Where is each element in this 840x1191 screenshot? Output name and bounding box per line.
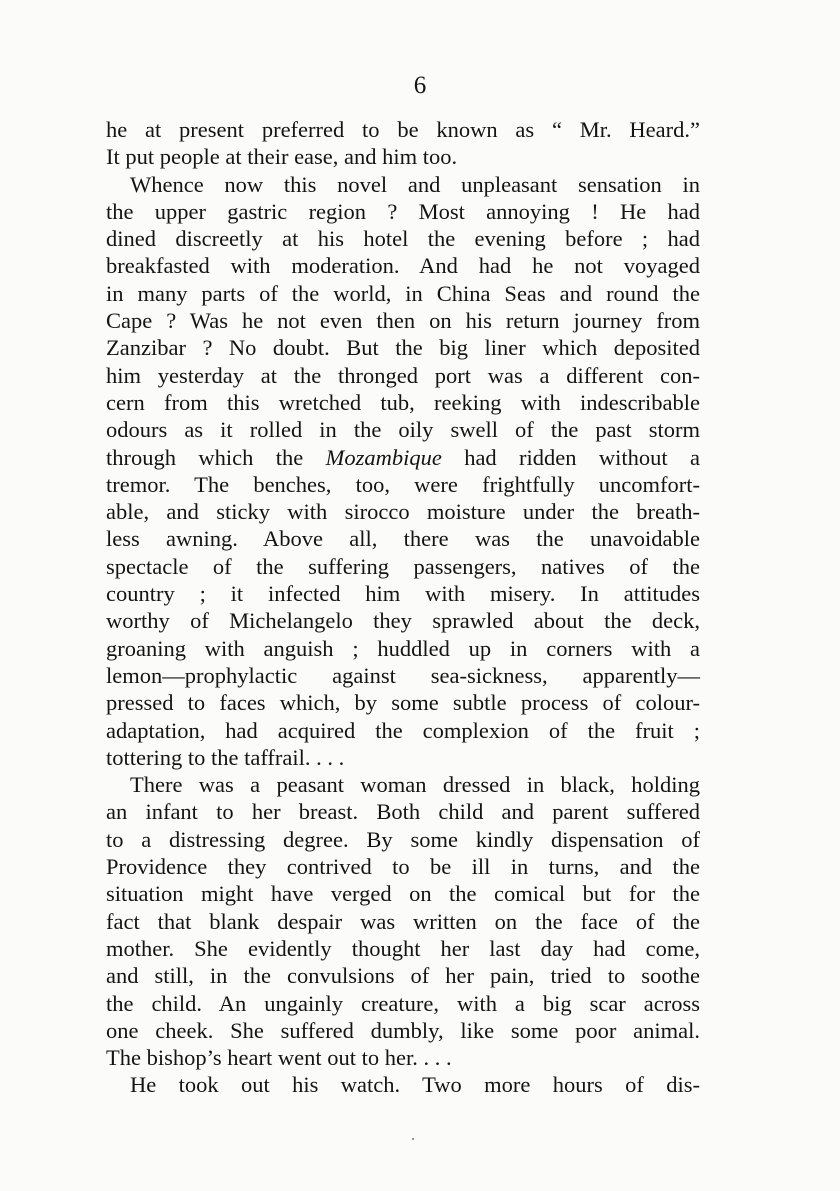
text-line: tottering to the taffrail. . . . — [106, 744, 345, 770]
text-line: pressed to faces which, by some subtle process of colour- — [106, 690, 700, 716]
body-text — [106, 116, 700, 1099]
text-line: country ; it infected him with misery. In attitudes — [106, 581, 700, 607]
text-line: There was a peasant woman dressed in black, holding — [130, 772, 700, 798]
text-segment: through which the — [106, 444, 326, 470]
text-line: able, and sticky with sirocco moisture under the breath- — [106, 499, 700, 525]
text-line: Providence they contrived to be ill in turns, and the — [106, 854, 700, 880]
text-line: in many parts of the world, in China Seas and round the — [106, 280, 700, 306]
text-line: odours as it rolled in the oily swell of the past storm — [106, 417, 700, 443]
text-line: he at present preferred to be known as “ Mr. Heard.” — [106, 117, 700, 142]
ship-name: Mozambique — [325, 444, 442, 470]
text-line: the upper gastric region ? Most annoying ! He had — [106, 198, 700, 224]
text-line: an infant to her breast. Both child and parent suffered — [106, 799, 700, 825]
text-line: the child. An ungainly creature, with a big scar across — [106, 990, 700, 1016]
text-line: Whence now this novel and unpleasant sensation in — [130, 171, 700, 197]
text-line: dined discreetly at his hotel the evening before ; had — [106, 226, 700, 252]
text-line: him yesterday at the thronged port was a different con- — [106, 362, 700, 388]
paper-speck — [412, 1138, 414, 1140]
text-line: cern from this wretched tub, reeking with indescribable — [106, 389, 700, 415]
text-line: groaning with anguish ; huddled up in corners with a — [106, 635, 700, 661]
text-line: fact that blank despair was written on the face of the — [106, 908, 700, 934]
text-line: He took out his watch. Two more hours of dis- — [130, 1072, 700, 1098]
text-line — [106, 444, 700, 471]
text-line: Zanzibar ? No doubt. But the big liner which deposited — [106, 335, 700, 361]
text-line: situation might have verged on the comical but for the — [106, 881, 700, 907]
text-line: to a distressing degree. By some kindly dispensation of — [106, 826, 700, 852]
page-number: 6 — [413, 72, 427, 99]
text-segment: had ridden without a — [441, 444, 700, 470]
text-line: tremor. The benches, too, were frightfully uncomfort- — [106, 471, 700, 497]
text-line: breakfasted with moderation. And had he not voyaged — [106, 253, 700, 279]
text-line: adaptation, had acquired the complexion of the fruit ; — [106, 717, 700, 743]
text-line: spectacle of the suffering passengers, natives of the — [106, 553, 700, 579]
text-line: It put people at their ease, and him too. — [106, 144, 458, 170]
text-line: lemon—prophylactic against sea-sickness, apparently— — [106, 662, 700, 688]
text-line: less awning. Above all, there was the unavoidable — [106, 526, 700, 552]
text-line: worthy of Michelangelo they sprawled about the deck, — [106, 608, 700, 634]
text-line: Cape ? Was he not even then on his return journey from — [106, 308, 700, 334]
text-line: one cheek. She suffered dumbly, like some poor animal. — [106, 1017, 700, 1043]
text-line: and still, in the convulsions of her pain, tried to soothe — [106, 963, 700, 989]
text-line: The bishop’s heart went out to her. . . . — [106, 1045, 452, 1071]
text-line: mother. She evidently thought her last day had come, — [106, 935, 700, 961]
